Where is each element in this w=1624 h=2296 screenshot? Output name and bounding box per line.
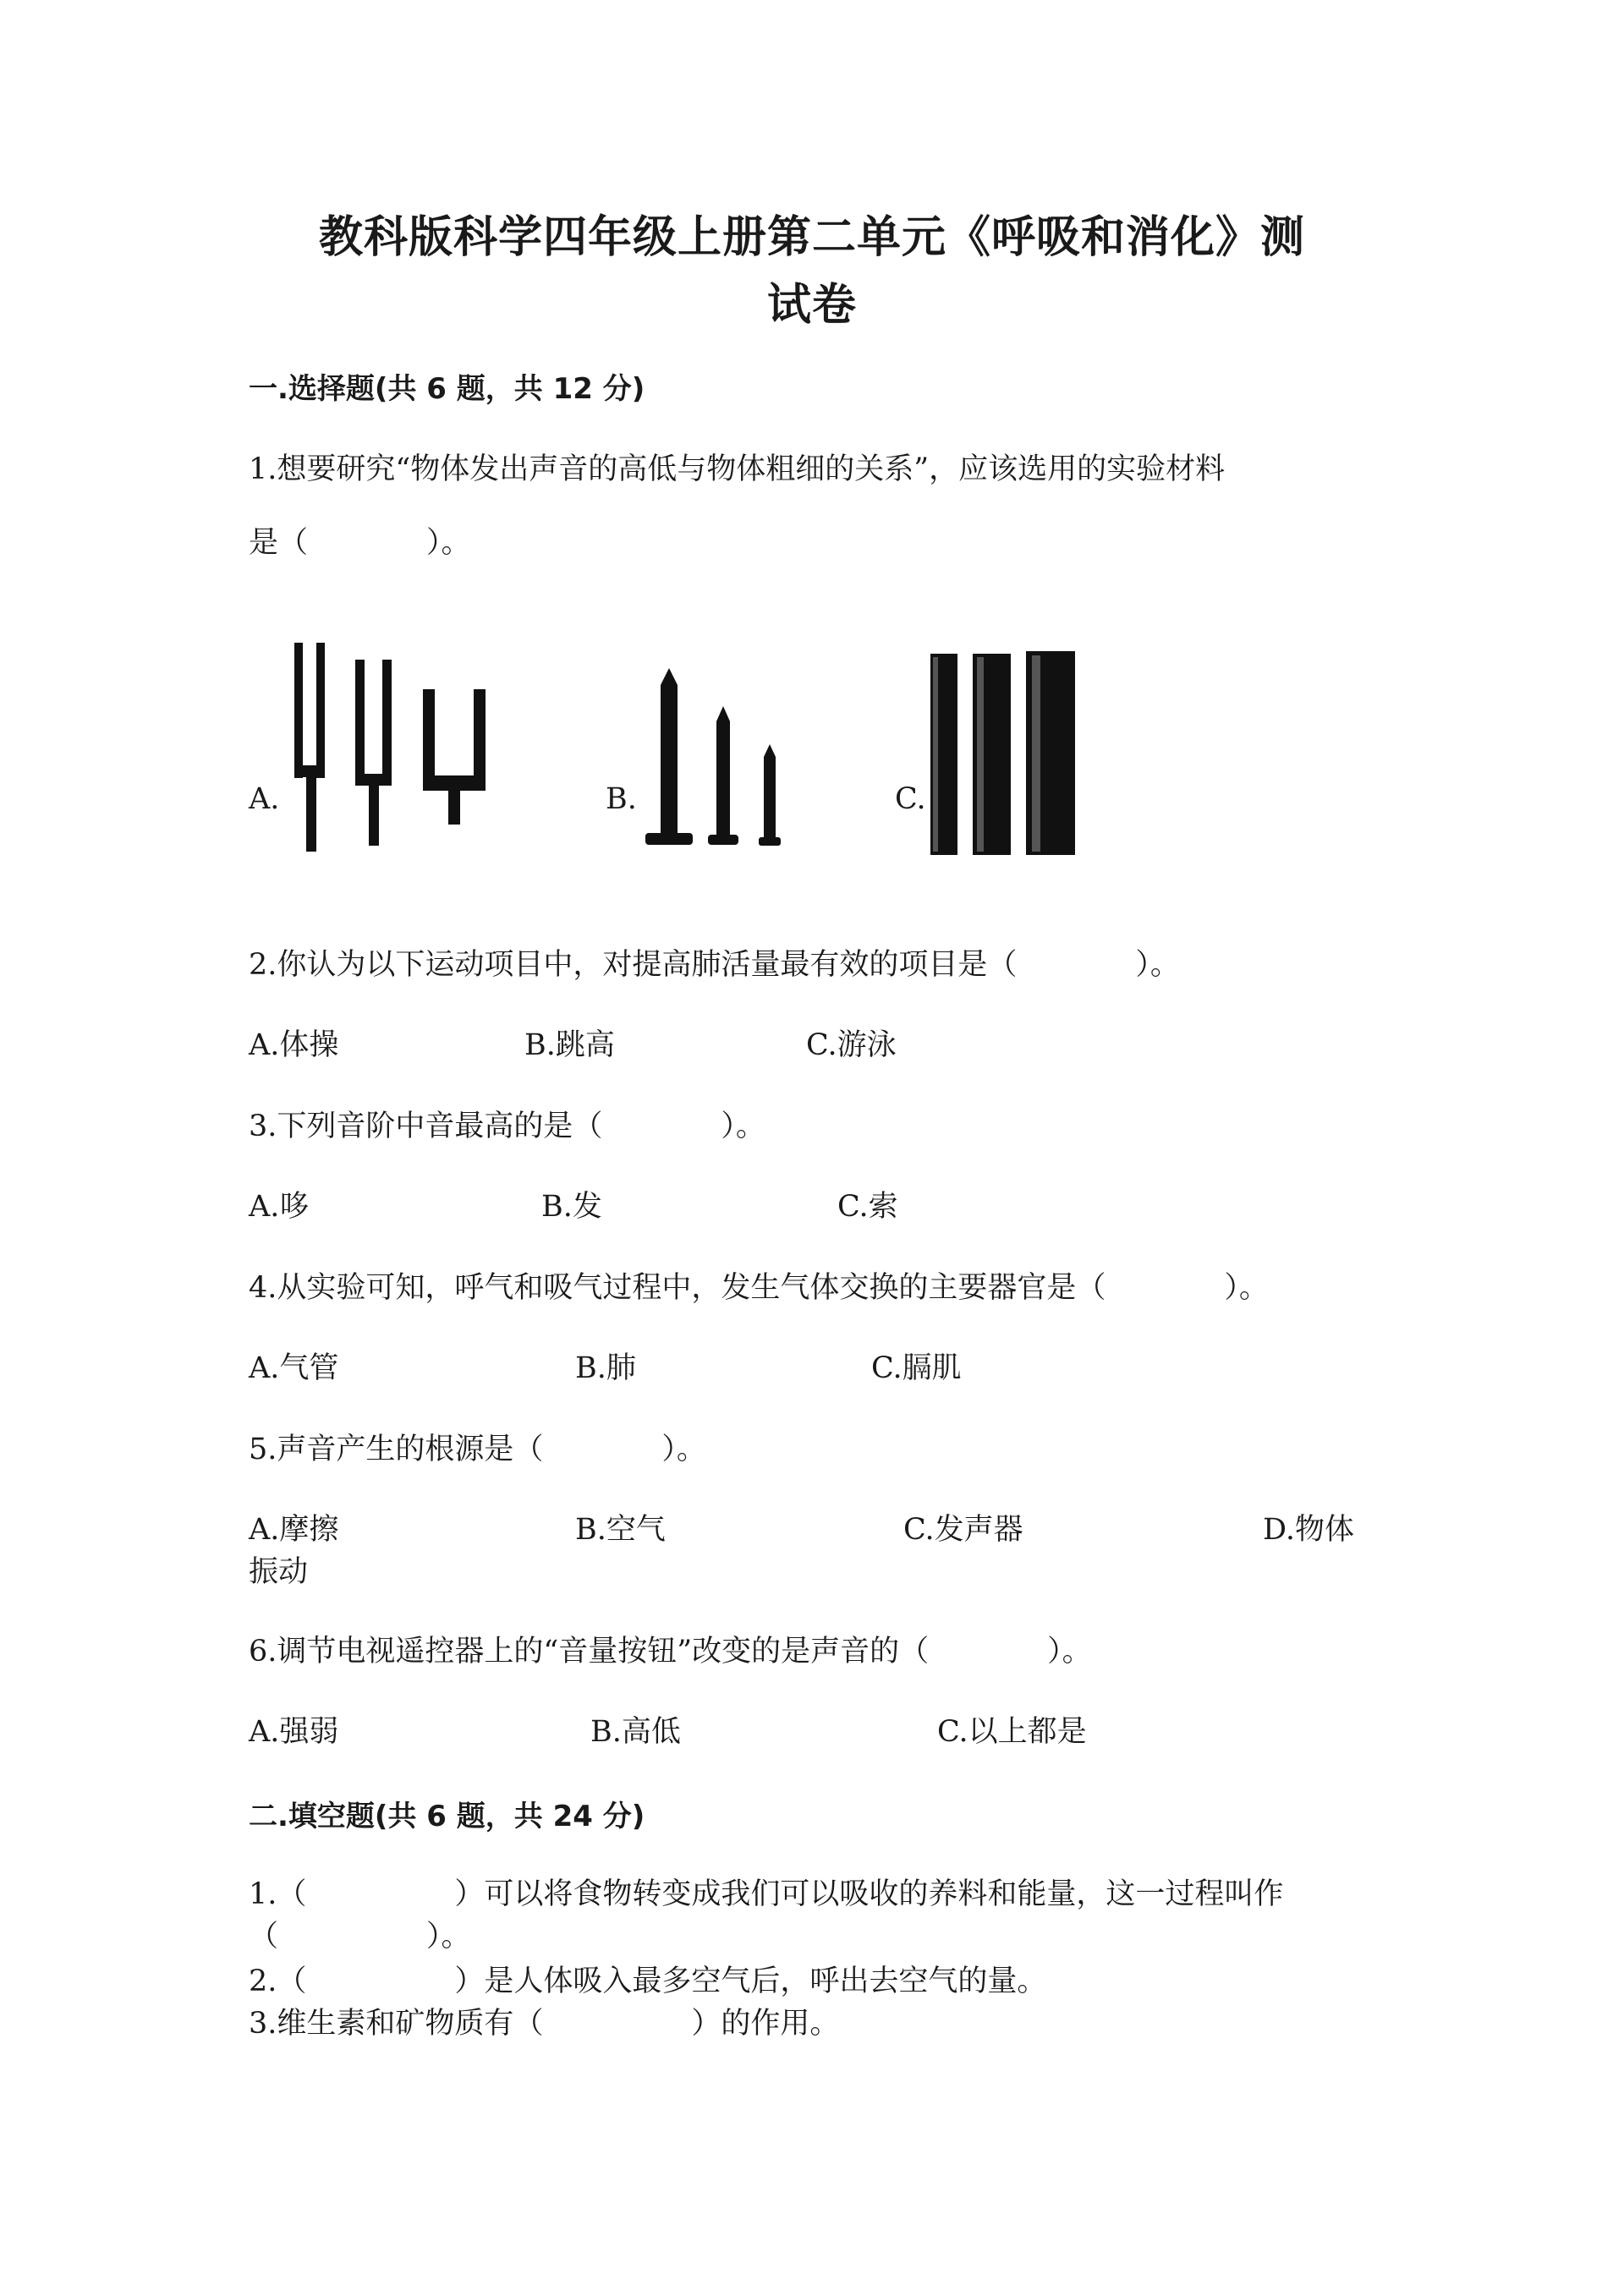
question-1-line-1: 1.想要研究“物体发出声音的高低与物体粗细的关系”，应该选用的实验材料 [249,452,1226,486]
q4-option-a: A.气管 [249,1351,339,1385]
q1-option-a-label: A. [249,782,280,816]
tuning-forks-image [288,638,509,860]
fill-question-2: 2.（ ）是人体吸入最多空气后，呼出去空气的量。 [249,1964,1047,1998]
fill-question-3: 3.维生素和矿物质有（ ）的作用。 [249,2007,840,2041]
section-heading-fill-blank: 二.填空题(共 6 题，共 24 分) [249,1800,645,1833]
q1-option-b-label: B. [606,782,637,816]
q5-option-a: A.摩擦 [249,1513,339,1547]
q2-option-b: B.跳高 [524,1028,615,1062]
q4-option-b: B.肺 [575,1351,636,1385]
q6-option-a: A.强弱 [249,1715,339,1749]
q5-option-c: C.发声器 [903,1513,1023,1547]
q6-option-c: C.以上都是 [937,1715,1087,1749]
q5-option-d: D.物体 [1263,1513,1354,1547]
fill-question-1-line-2: （ ）。 [249,1920,471,1954]
question-5: 5.声音产生的根源是（ ）。 [249,1433,706,1466]
q3-option-a: A.哆 [249,1190,310,1224]
nails-image [639,664,808,858]
q4-option-c: C.膈肌 [871,1351,962,1385]
q5-option-d-wrap: 振动 [249,1555,309,1589]
q2-option-c: C.游泳 [806,1028,897,1062]
page-title-line-2: 试卷 [766,279,857,331]
question-2: 2.你认为以下运动项目中，对提高肺活量最有效的项目是（ ）。 [249,948,1180,982]
question-1-line-2: 是（ ）。 [249,526,471,560]
section-heading-choice: 一.选择题(共 6 题，共 12 分) [249,372,645,406]
q5-option-b: B.空气 [575,1513,666,1547]
q1-option-c-label: C. [895,782,926,816]
question-3: 3.下列音阶中音最高的是（ ）。 [249,1110,765,1143]
q2-option-a: A.体操 [249,1028,339,1062]
q6-option-b: B.高低 [590,1715,681,1749]
q3-option-b: B.发 [541,1190,602,1224]
q3-option-c: C.索 [837,1190,898,1224]
question-4: 4.从实验可知，呼气和吸气过程中，发生气体交换的主要器官是（ ）。 [249,1271,1269,1305]
fill-question-1-line-1: 1.（ ）可以将食物转变成我们可以吸收的养料和能量，这一过程叫作 [249,1877,1284,1911]
rods-image [926,647,1083,858]
page-title-line-1: 教科版科学四年级上册第二单元《呼吸和消化》测 [318,211,1305,263]
question-6: 6.调节电视遥控器上的“音量按钮”改变的是声音的（ ）。 [249,1635,1092,1669]
